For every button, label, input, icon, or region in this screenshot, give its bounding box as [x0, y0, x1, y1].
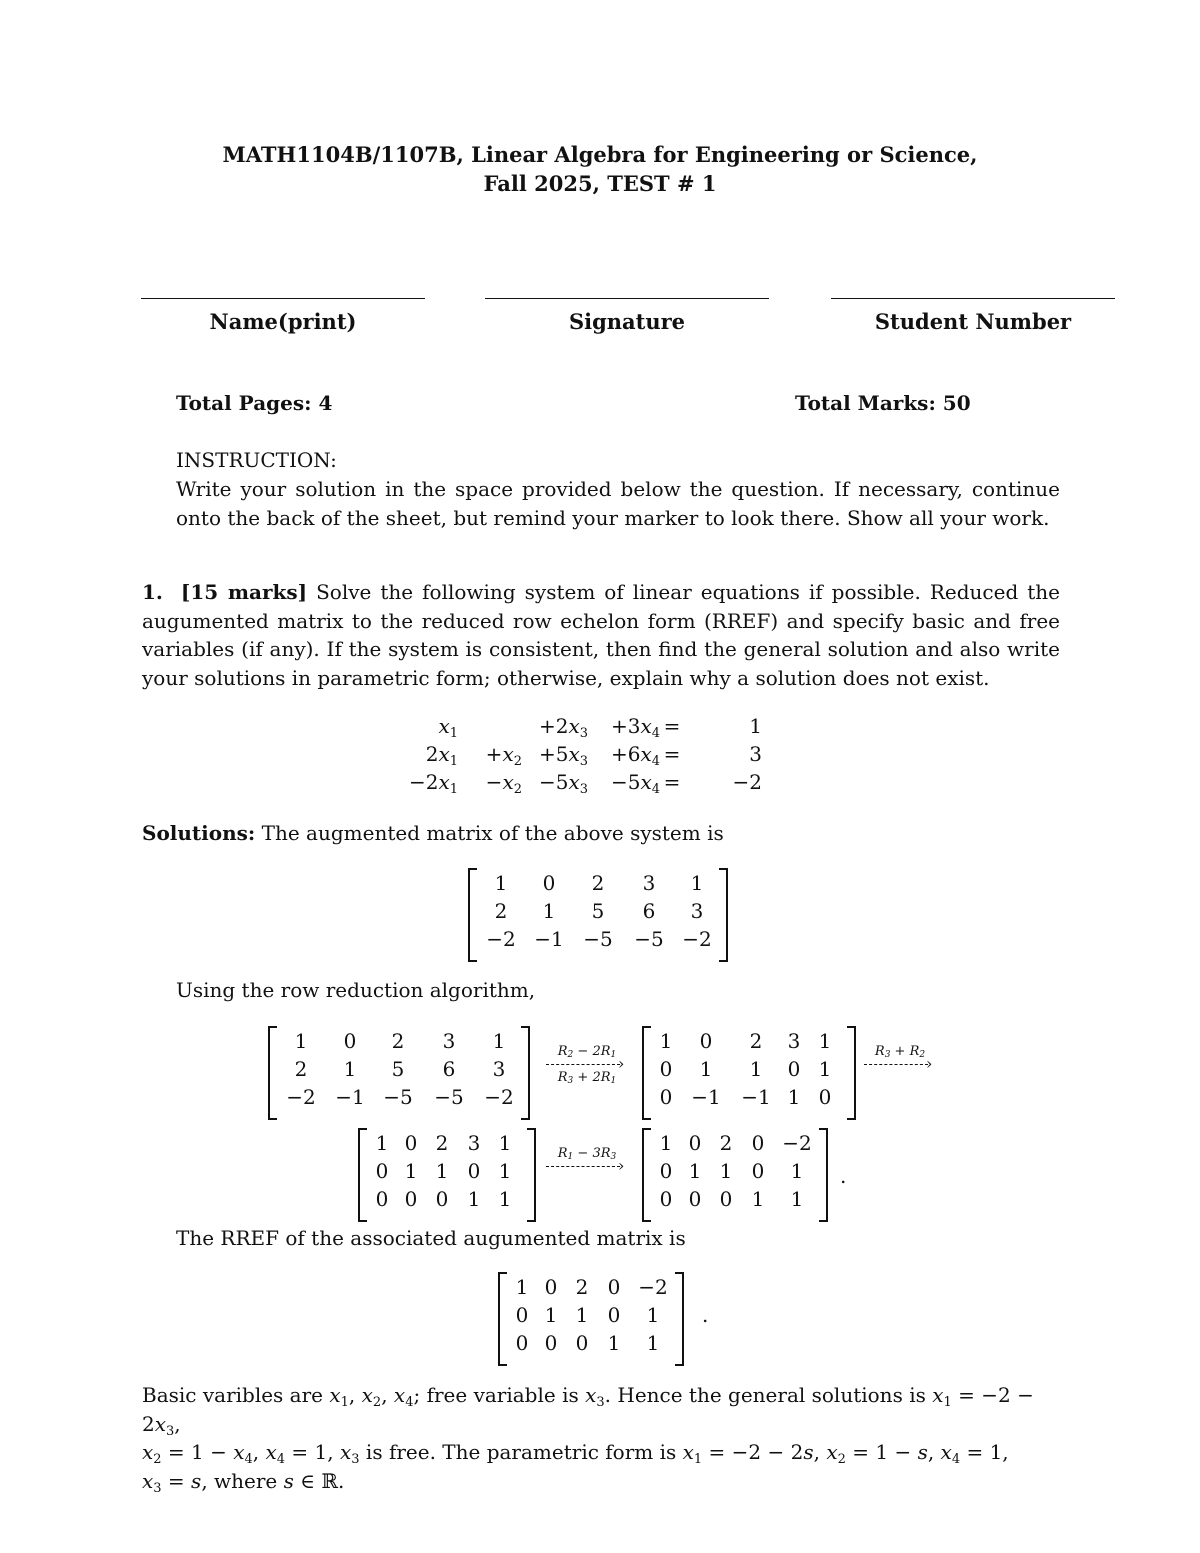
equation-term: $2x_1$ — [425, 742, 458, 769]
matrix-entry: 0 — [688, 1187, 702, 1211]
matrix-entry: 0 — [515, 1331, 529, 1355]
matrix-entry: 2 — [494, 899, 508, 923]
matrix-entry: 1 — [607, 1331, 621, 1355]
matrix-entry: −2 — [638, 1275, 668, 1299]
matrix-entry: 0 — [699, 1029, 713, 1053]
matrix-entry: 1 — [544, 1303, 558, 1327]
matrix-entry: 0 — [659, 1159, 673, 1183]
matrix-entry: −2 — [484, 1085, 514, 1109]
matrix-entry: 1 — [688, 1159, 702, 1183]
matrix-entry: 0 — [659, 1187, 673, 1211]
solutions-label: Solutions: — [142, 821, 256, 845]
matrix-entry: 0 — [751, 1159, 765, 1183]
row-operation: $R_1 - 3R_3$ — [557, 1146, 617, 1162]
row-operation: $R_3 + 2R_1$ — [557, 1070, 617, 1086]
equation-term: $-x_2$ — [485, 770, 522, 797]
row-operation: $R_3 + R_2$ — [874, 1044, 926, 1060]
test-title-line2: Fall 2025, TEST # 1 — [483, 171, 717, 196]
matrix-entry: 2 — [749, 1029, 763, 1053]
matrix-entry: 1 — [294, 1029, 308, 1053]
student-number-line[interactable] — [831, 298, 1115, 299]
matrix-entry: 1 — [404, 1159, 418, 1183]
matrix-entry: 1 — [498, 1187, 512, 1211]
matrix-entry: 1 — [498, 1131, 512, 1155]
matrix-entry: 2 — [719, 1131, 733, 1155]
arrow-head: › — [618, 1054, 625, 1073]
matrix-bracket-right — [847, 1026, 856, 1120]
matrix-entry: 1 — [435, 1159, 449, 1183]
row-reduction-text: Using the row reduction algorithm, — [176, 978, 536, 1002]
test-title-line1: MATH1104B/1107B, Linear Algebra for Engineering or Science, — [222, 142, 978, 167]
equation-term: $+6x_4$ — [610, 742, 660, 769]
equation-term: 3 — [749, 742, 762, 766]
total-marks: Total Marks: 50 — [795, 391, 971, 415]
equation-term: $-5x_3$ — [538, 770, 588, 797]
equation-term: 1 — [749, 714, 762, 738]
matrix-entry: 1 — [515, 1275, 529, 1299]
matrix-entry: 3 — [787, 1029, 801, 1053]
matrix-entry: 6 — [642, 899, 656, 923]
matrix-entry: 1 — [343, 1057, 357, 1081]
matrix-entry: 1 — [575, 1303, 589, 1327]
matrix-entry: 1 — [467, 1187, 481, 1211]
matrix-entry: 0 — [515, 1303, 529, 1327]
question-text: Solve the following system of linear equations if possible. Reduced the augumented matrix to the reduced row echelon form (RREF) and specify basic and free variables (if any). If the system is consistent, then find the general solution and also write your solutions in parametric form; otherwise, explain why a solution does not exist. — [142, 580, 1061, 690]
matrix-entry: 5 — [391, 1057, 405, 1081]
matrix-entry: 1 — [659, 1029, 673, 1053]
matrix-entry: 0 — [404, 1131, 418, 1155]
conclusion: Basic varibles are $x_1$, $x_2$, $x_4$; free variable is $x_3$. Hence the general solutions is $x_1 = -2 - 2x_3$, $x_2 = 1 - x_4$, $x_4 = 1$, $x_3$ is free. The parametric form is $x_1 = -2 - 2s$, $x_2 = 1 - s$, $x_4 = 1$, $x_3 = s$, where s ∈ ℝ. — [142, 1383, 1034, 1496]
matrix-entry: 0 — [435, 1187, 449, 1211]
matrix-entry: 1 — [375, 1131, 389, 1155]
instruction-heading: INSTRUCTION: — [176, 448, 337, 472]
matrix-entry: 0 — [343, 1029, 357, 1053]
matrix-entry: 1 — [494, 871, 508, 895]
name-label: Name(print) — [209, 309, 357, 334]
matrix-entry: −5 — [383, 1085, 413, 1109]
total-pages: Total Pages: 4 — [176, 391, 333, 415]
matrix-entry: 0 — [688, 1131, 702, 1155]
matrix-entry: −5 — [434, 1085, 464, 1109]
matrix-entry: 2 — [435, 1131, 449, 1155]
signature-label: Signature — [568, 309, 686, 334]
matrix-entry: −5 — [634, 927, 664, 951]
matrix-entry: 1 — [659, 1131, 673, 1155]
matrix-entry: 1 — [751, 1187, 765, 1211]
equation-term: $+x_2$ — [485, 742, 522, 769]
matrix-entry: 1 — [790, 1187, 804, 1211]
matrix-entry: 1 — [749, 1057, 763, 1081]
matrix-entry: 0 — [659, 1057, 673, 1081]
matrix-entry: 0 — [818, 1085, 832, 1109]
name-line[interactable] — [141, 298, 425, 299]
matrix-bracket-left — [268, 1026, 277, 1120]
matrix-bracket-right — [521, 1026, 530, 1120]
matrix-entry: 0 — [607, 1303, 621, 1327]
matrix-entry: 2 — [591, 871, 605, 895]
equation-term: = — [663, 714, 681, 738]
matrix-entry: 0 — [467, 1159, 481, 1183]
equation-term: = — [663, 742, 681, 766]
equation-term: $-2x_1$ — [408, 770, 458, 797]
matrix-entry: 1 — [542, 899, 556, 923]
matrix-entry: 0 — [719, 1187, 733, 1211]
matrix-entry: 0 — [375, 1187, 389, 1211]
matrix-entry: −1 — [335, 1085, 365, 1109]
equation-term: $+2x_3$ — [538, 714, 588, 741]
student-number-label: Student Number — [874, 309, 1072, 334]
matrix-entry: 1 — [818, 1057, 832, 1081]
matrix-entry: −2 — [782, 1131, 812, 1155]
period-1: . — [840, 1164, 847, 1188]
reduction-arrow — [864, 1064, 928, 1065]
rref-text: The RREF of the associated augumented matrix is — [176, 1226, 686, 1250]
equation-term: $+5x_3$ — [538, 742, 588, 769]
matrix-entry: 1 — [787, 1085, 801, 1109]
matrix-entry: −1 — [534, 927, 564, 951]
matrix-entry: 1 — [646, 1331, 660, 1355]
matrix-entry: 2 — [391, 1029, 405, 1053]
question-1 — [142, 578, 1060, 692]
matrix-entry: 0 — [751, 1131, 765, 1155]
matrix-entry: 6 — [442, 1057, 456, 1081]
matrix-entry: 2 — [294, 1057, 308, 1081]
matrix-entry: 5 — [591, 899, 605, 923]
arrow-head: › — [926, 1054, 933, 1073]
arrow-head: › — [618, 1156, 625, 1175]
matrix-entry: −5 — [583, 927, 613, 951]
matrix-entry: −2 — [486, 927, 516, 951]
matrix-entry: 0 — [659, 1085, 673, 1109]
matrix-entry: 2 — [575, 1275, 589, 1299]
matrix-bracket-right — [819, 1128, 828, 1222]
reduction-arrow — [546, 1166, 620, 1167]
matrix-entry: 0 — [375, 1159, 389, 1183]
matrix-entry: −1 — [691, 1085, 721, 1109]
question-marks: [15 marks] — [180, 580, 308, 604]
equation-term: $x_1$ — [438, 714, 458, 741]
matrix-entry: 1 — [646, 1303, 660, 1327]
reduction-arrow — [546, 1064, 620, 1065]
matrix-bracket-right — [675, 1272, 684, 1366]
period-2: . — [702, 1303, 709, 1327]
matrix-entry: −1 — [741, 1085, 771, 1109]
matrix-entry: 3 — [690, 899, 704, 923]
matrix-entry: 0 — [787, 1057, 801, 1081]
matrix-entry: 1 — [699, 1057, 713, 1081]
matrix-entry: −2 — [682, 927, 712, 951]
equation-term: $+3x_4$ — [610, 714, 660, 741]
matrix-entry: 1 — [690, 871, 704, 895]
matrix-entry: 0 — [575, 1331, 589, 1355]
equation-term: = — [663, 770, 681, 794]
matrix-entry: 0 — [542, 871, 556, 895]
matrix-entry: 1 — [498, 1159, 512, 1183]
matrix-bracket-right — [719, 868, 728, 962]
matrix-entry: 3 — [492, 1057, 506, 1081]
equation-term: $-5x_4$ — [610, 770, 660, 797]
instruction-text: Write your solution in the space provided below the question. If necessary, continue onto the back of the sheet, but remind your marker to look there. Show all your work. — [176, 477, 1060, 530]
matrix-entry: 0 — [607, 1275, 621, 1299]
matrix-entry: 1 — [719, 1159, 733, 1183]
matrix-entry: 1 — [790, 1159, 804, 1183]
matrix-entry: 3 — [467, 1131, 481, 1155]
matrix-entry: 0 — [404, 1187, 418, 1211]
row-operation: $R_2 - 2R_1$ — [557, 1044, 617, 1060]
equation-term: −2 — [732, 770, 762, 794]
solution-intro: Solutions: The augmented matrix of the above system is — [142, 821, 724, 845]
question-number: 1. — [142, 580, 163, 604]
matrix-entry: 3 — [442, 1029, 456, 1053]
matrix-bracket-right — [527, 1128, 536, 1222]
matrix-entry: 1 — [818, 1029, 832, 1053]
signature-line[interactable] — [485, 298, 769, 299]
matrix-entry: 0 — [544, 1275, 558, 1299]
matrix-entry: −2 — [286, 1085, 316, 1109]
matrix-bracket-left — [468, 868, 477, 962]
matrix-entry: 0 — [544, 1331, 558, 1355]
matrix-entry: 3 — [642, 871, 656, 895]
matrix-entry: 1 — [492, 1029, 506, 1053]
